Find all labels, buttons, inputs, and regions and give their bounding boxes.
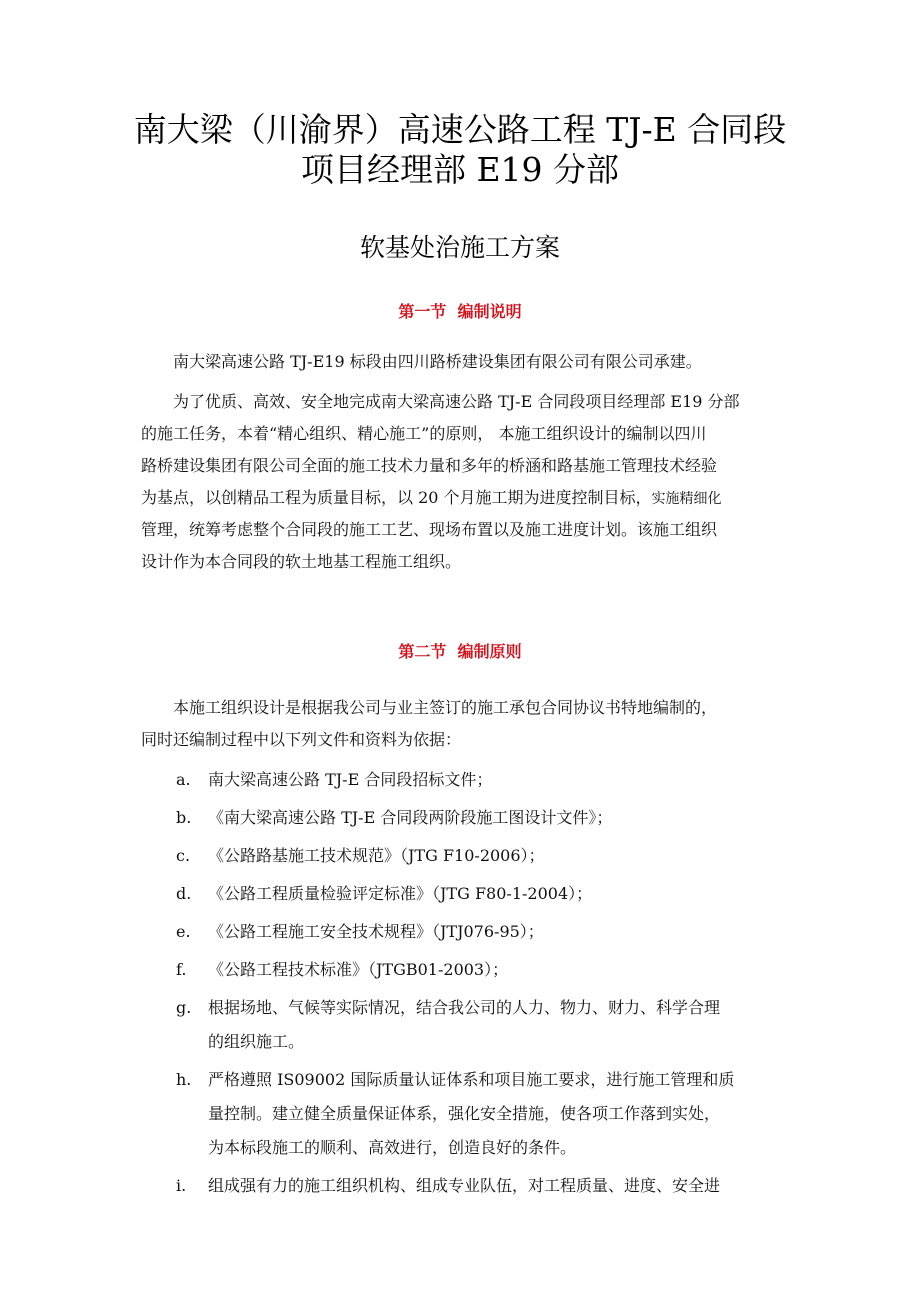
list-item-line: 南大梁高速公路 TJ-E 合同段招标文件；	[208, 770, 493, 789]
list-item-line: 《公路工程质量检验评定标准》（JTG F80-1-2004）；	[208, 884, 593, 903]
list-item-marker: d.	[176, 884, 192, 903]
paragraph-line: 本施工组织设计是根据我公司与业主签订的施工承包合同协议书特地编制的，	[173, 698, 718, 717]
list-item-text	[208, 839, 809, 873]
list-item	[141, 1063, 809, 1165]
list-item	[141, 1169, 809, 1203]
paragraph-line: 的施工任务，本着“精心组织、精心施工”的原则， 本施工组织设计的编制以四川	[141, 424, 707, 443]
paragraph-line	[141, 482, 809, 514]
list-item-line: 量控制。建立健全质量保证体系，强化安全措施，使各项工作落到实处，	[208, 1104, 721, 1123]
list-item-line: 《公路路基施工技术规范》（JTG F10-2006）；	[208, 846, 545, 865]
list-item	[141, 991, 809, 1059]
list-item-marker: g.	[176, 998, 192, 1017]
list-item-line: 《公路工程技术标准》（JTGB01-2003）；	[208, 960, 509, 979]
list-item	[141, 763, 809, 797]
list-item-text	[208, 991, 809, 1059]
paragraph-line: 南大梁高速公路 TJ-E19 标段由四川路桥建设集团有限公司有限公司承建。	[173, 352, 702, 371]
section-1-heading: 第一节 编制说明	[398, 302, 522, 321]
list-item-text	[208, 1169, 809, 1203]
section-1-paragraph-1	[141, 346, 809, 378]
document-title-line-2: 项目经理部 E19 分部	[300, 150, 620, 189]
list-item	[141, 877, 809, 911]
list-item	[141, 953, 809, 987]
list-item-marker: c.	[176, 846, 191, 865]
paragraph-line-text: 为基点，以创精品工程为质量目标，以 20 个月施工期为进度控制目标，	[141, 488, 652, 507]
list-item-text	[208, 763, 809, 797]
list-item-text	[208, 877, 809, 911]
document-subtitle: 软基处治施工方案	[359, 233, 560, 262]
list-item-marker: f.	[176, 960, 187, 979]
section-2-intro	[141, 692, 809, 756]
paragraph-line: 为了优质、高效、安全地完成南大梁高速公路 TJ-E 合同段项目经理部 E19 分部	[173, 392, 740, 411]
paragraph-line-small-text: 实施精细化	[651, 491, 722, 507]
list-item	[141, 801, 809, 835]
list-item-line: 《公路工程施工安全技术规程》（JTJ076-95）；	[208, 922, 544, 941]
list-item-marker: i.	[176, 1176, 187, 1195]
list-item-line: 《南大梁高速公路 TJ-E 合同段两阶段施工图设计文件》；	[208, 808, 613, 827]
list-item-line: 为本标段施工的顺利、高效进行，创造良好的条件。	[208, 1138, 577, 1157]
paragraph-line: 设计作为本合同段的软土地基工程施工组织。	[141, 552, 462, 571]
list-item-line: 严格遵照 IS09002 国际质量认证体系和项目施工要求，进行施工管理和质	[208, 1070, 735, 1089]
list-item-text	[208, 953, 809, 987]
section-1-paragraph-2	[141, 386, 809, 578]
list-item-text	[208, 915, 809, 949]
list-item	[141, 839, 809, 873]
list-item-marker: h.	[176, 1070, 192, 1089]
list-item-line: 的组织施工。	[208, 1032, 305, 1051]
list-item-marker: a.	[176, 770, 191, 789]
list-item-marker: b.	[176, 808, 192, 827]
list-item	[141, 915, 809, 949]
list-item-line: 组成强有力的施工组织机构、组成专业队伍，对工程质量、进度、安全进	[208, 1176, 721, 1195]
document-title-line-1: 南大梁（川渝界）高速公路工程 TJ-E 合同段	[133, 110, 787, 149]
list-item-text	[208, 1063, 809, 1165]
paragraph-line: 路桥建设集团有限公司全面的施工技术力量和多年的桥涵和路基施工管理技术经验	[141, 456, 718, 475]
list-item-line: 根据场地、气候等实际情况，结合我公司的人力、物力、财力、科学合理	[208, 998, 721, 1017]
list-item-marker: e.	[176, 922, 191, 941]
list-item-text	[208, 801, 809, 835]
paragraph-line: 管理，统筹考虑整个合同段的施工工艺、现场布置以及施工进度计划。该施工组织	[141, 520, 718, 539]
paragraph-line: 同时还编制过程中以下列文件和资料为依据：	[141, 730, 462, 749]
section-2-heading: 第二节 编制原则	[398, 642, 522, 661]
